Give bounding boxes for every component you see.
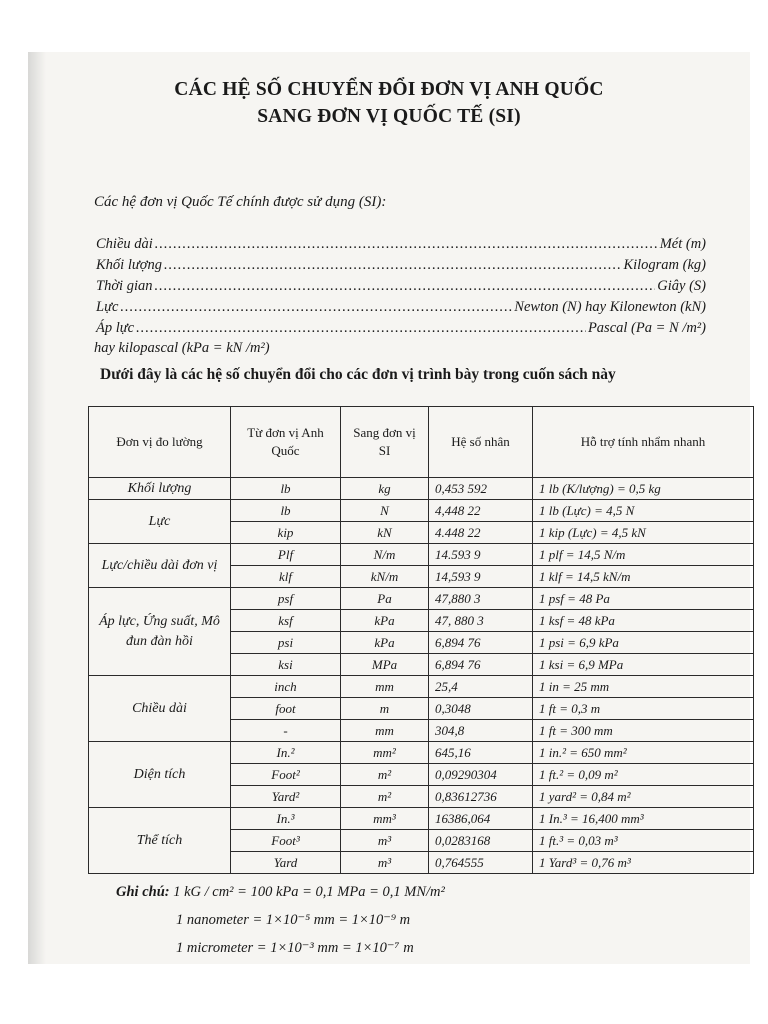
si-unit-row: [96, 255, 706, 276]
to-unit: N/m: [341, 544, 429, 566]
si-quantity: Khối lượng: [96, 257, 163, 273]
si-quantity: Thời gian: [96, 278, 153, 294]
si-unit: Newton (N) hay Kilonewton (kN): [514, 299, 706, 315]
si-unit-row: [96, 318, 706, 339]
table-row: [89, 588, 754, 610]
table-row: [89, 478, 754, 500]
factor: 304,8: [429, 720, 533, 742]
from-unit: Yard²: [231, 786, 341, 808]
dot-leader: [164, 255, 621, 276]
si-unit-continued: hay kilopascal (kPa = kN /m²): [94, 340, 270, 356]
si-unit: Mét (m): [659, 236, 706, 252]
column-header: Sang đơn vị SI: [341, 407, 429, 478]
conversion-table: [88, 406, 754, 874]
factor: 4,448 22: [429, 500, 533, 522]
to-unit: mm³: [341, 808, 429, 830]
quick-hint: 1 yard² = 0,84 m²: [533, 786, 754, 808]
table-header-row: [89, 407, 754, 478]
to-unit: m²: [341, 786, 429, 808]
from-unit: Foot²: [231, 764, 341, 786]
to-unit: kPa: [341, 610, 429, 632]
to-unit: kg: [341, 478, 429, 500]
to-unit: m: [341, 698, 429, 720]
from-unit: ksf: [231, 610, 341, 632]
factor: 0,83612736: [429, 786, 533, 808]
to-unit: mm: [341, 676, 429, 698]
quick-hint: 1 ft = 0,3 m: [533, 698, 754, 720]
si-unit-row: [96, 297, 706, 318]
quick-hint: 1 ft.² = 0,09 m²: [533, 764, 754, 786]
quick-hint: 1 in = 25 mm: [533, 676, 754, 698]
note-line: [116, 878, 445, 906]
from-unit: Yard: [231, 852, 341, 874]
factor: 0,09290304: [429, 764, 533, 786]
factor: 0,453 592: [429, 478, 533, 500]
quick-hint: 1 In.³ = 16,400 mm³: [533, 808, 754, 830]
from-unit: In.²: [231, 742, 341, 764]
from-unit: psf: [231, 588, 341, 610]
note-text: 1 kG / cm² = 100 kPa = 0,1 MPa = 0,1 MN/m²: [173, 884, 445, 900]
to-unit: mm: [341, 720, 429, 742]
factor: 645,16: [429, 742, 533, 764]
quick-hint: 1 lb (Lực) = 4,5 N: [533, 500, 754, 522]
quick-hint: 1 psi = 6,9 kPa: [533, 632, 754, 654]
si-unit-list: [96, 234, 706, 339]
column-header: Hệ số nhân: [429, 407, 533, 478]
dot-leader: [155, 276, 656, 297]
factor: 0,3048: [429, 698, 533, 720]
notes-label: Ghi chú:: [116, 884, 170, 900]
from-unit: Foot³: [231, 830, 341, 852]
table-row: [89, 500, 754, 522]
table-row: [89, 808, 754, 830]
column-header: Hỗ trợ tính nhẩm nhanh: [533, 407, 754, 478]
group-label: Chiều dài: [89, 676, 231, 742]
si-unit: Pascal (Pa = N /m²): [587, 320, 706, 336]
factor: 14,593 9: [429, 566, 533, 588]
quick-hint: 1 ft = 300 mm: [533, 720, 754, 742]
from-unit: klf: [231, 566, 341, 588]
notes-section: [116, 878, 445, 962]
dot-leader: [120, 297, 512, 318]
column-header: Đơn vị đo lường: [89, 407, 231, 478]
quick-hint: 1 ksi = 6,9 MPa: [533, 654, 754, 676]
group-label: Thể tích: [89, 808, 231, 874]
to-unit: kN/m: [341, 566, 429, 588]
to-unit: Pa: [341, 588, 429, 610]
factor: 6,894 76: [429, 654, 533, 676]
si-intro: Các hệ đơn vị Quốc Tế chính được sử dụng (SI):: [94, 194, 387, 210]
group-label: Áp lực, Ứng suất, Mô đun đàn hồi: [89, 588, 231, 676]
to-unit: kPa: [341, 632, 429, 654]
note-line: 1 micrometer = 1×10⁻³ mm = 1×10⁻⁷ m: [176, 940, 414, 956]
quick-hint: 1 kip (Lực) = 4,5 kN: [533, 522, 754, 544]
factor: 0,764555: [429, 852, 533, 874]
to-unit: kN: [341, 522, 429, 544]
factor: 0,0283168: [429, 830, 533, 852]
quick-hint: 1 ft.³ = 0,03 m³: [533, 830, 754, 852]
si-quantity: Áp lực: [96, 320, 135, 336]
dot-leader: [155, 234, 658, 255]
si-unit-row: [96, 234, 706, 255]
page-title: [28, 76, 750, 130]
si-quantity: Chiều dài: [96, 236, 153, 252]
from-unit: Plf: [231, 544, 341, 566]
table-row: [89, 544, 754, 566]
table-row: [89, 676, 754, 698]
group-label: Lực/chiều dài đơn vị: [89, 544, 231, 588]
quick-hint: 1 plf = 14,5 N/m: [533, 544, 754, 566]
from-unit: -: [231, 720, 341, 742]
from-unit: ksi: [231, 654, 341, 676]
quick-hint: 1 klf = 14,5 kN/m: [533, 566, 754, 588]
table-row: [89, 742, 754, 764]
quick-hint: 1 psf = 48 Pa: [533, 588, 754, 610]
quick-hint: 1 ksf = 48 kPa: [533, 610, 754, 632]
column-header: Từ đơn vị Anh Quốc: [231, 407, 341, 478]
from-unit: psi: [231, 632, 341, 654]
factor: 25,4: [429, 676, 533, 698]
table-caption: Dưới đây là các hệ số chuyển đổi cho các đơn vị trình bày trong cuốn sách này: [100, 366, 616, 383]
factor: 6,894 76: [429, 632, 533, 654]
from-unit: lb: [231, 500, 341, 522]
to-unit: m³: [341, 830, 429, 852]
document-page: [28, 52, 750, 964]
si-unit: Kilogram (kg): [623, 257, 706, 273]
note-line: 1 nanometer = 1×10⁻⁵ mm = 1×10⁻⁹ m: [176, 912, 411, 928]
to-unit: N: [341, 500, 429, 522]
quick-hint: 1 in.² = 650 mm²: [533, 742, 754, 764]
factor: 47, 880 3: [429, 610, 533, 632]
to-unit: m²: [341, 764, 429, 786]
factor: 47,880 3: [429, 588, 533, 610]
si-unit: Giây (S): [657, 278, 706, 294]
group-label: Diện tích: [89, 742, 231, 808]
factor: 4.448 22: [429, 522, 533, 544]
group-label: Khối lượng: [89, 478, 231, 500]
from-unit: In.³: [231, 808, 341, 830]
from-unit: lb: [231, 478, 341, 500]
factor: 14.593 9: [429, 544, 533, 566]
to-unit: m³: [341, 852, 429, 874]
quick-hint: 1 Yard³ = 0,76 m³: [533, 852, 754, 874]
si-quantity: Lực: [96, 299, 119, 315]
quick-hint: 1 lb (K/lượng) = 0,5 kg: [533, 478, 754, 500]
title-line-2: SANG ĐƠN VỊ QUỐC TẾ (SI): [257, 106, 521, 127]
to-unit: mm²: [341, 742, 429, 764]
factor: 16386,064: [429, 808, 533, 830]
from-unit: inch: [231, 676, 341, 698]
title-line-1: CÁC HỆ SỐ CHUYỂN ĐỔI ĐƠN VỊ ANH QUỐC: [174, 79, 604, 100]
group-label: Lực: [89, 500, 231, 544]
to-unit: MPa: [341, 654, 429, 676]
dot-leader: [136, 318, 586, 339]
si-unit-row: [96, 276, 706, 297]
from-unit: kip: [231, 522, 341, 544]
from-unit: foot: [231, 698, 341, 720]
